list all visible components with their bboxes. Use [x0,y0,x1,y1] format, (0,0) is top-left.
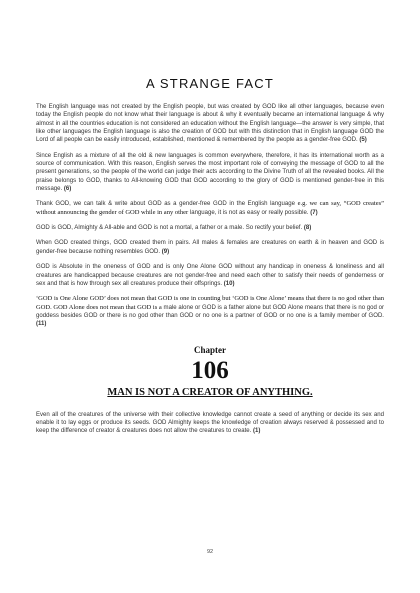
paragraph-6 [36,263,384,288]
reference-10: (10) [223,280,235,287]
chapter-heading [36,387,384,398]
paragraph-3-text-b: language, it is not as easy or really possible. [188,209,311,216]
paragraph-7-text: male alone or GOD is a father alone but GOD Alone means that there is no god or goddess besides GOD or there is no god other than GOD or no one is a partner of GOD or no one is a family member of GOD. [36,304,385,319]
paragraph-5 [36,239,384,256]
closing-paragraph [36,411,384,436]
paragraph-3-serif-text: e.g. we can say, “GOD creates” without announcing the gender of GOD while in any other [36,200,384,216]
reference-6: (6) [63,186,72,193]
paragraph-1 [36,103,384,145]
page-number: 92 [206,549,214,555]
reference-11: (11) [36,321,47,328]
chapter-number: 106 [191,356,229,384]
paragraph-3-text-a: Thank GOD, we can talk & write about GOD as a gender-free GOD in the English language [36,201,298,208]
page-title: A STRANGE FACT [145,76,275,91]
paragraph-6-text: GOD is Absolute in the oneness of GOD and is only One Alone GOD without any handicap in oneness & loneliness and all creatures are handicapped because creatures are not gender-free and need each other to satisfy their needs of genderness or sex and that is how through sex all creatures produce their offsprings. [36,264,384,287]
paragraph-3 [36,200,384,217]
body-text [36,103,384,329]
closing-paragraph-text: Even all of the creatures of the universe with their collective knowledge cannot create a seed of anything or decide its sex and enable it to lay eggs or produce its seeds. GOD Almighty keeps the knowledge of creation always reserved & possessed and to keep the difference of creator & creatures does not allow the creatures to create. [36,411,384,435]
paragraph-7-serif-text: ‘GOD is One Alone GOD’ does not mean that GOD is one in counting but ‘GOD is One Alone’ means that there is no god other than GOD. GOD Alone does not mean that GOD is a [36,295,384,311]
paragraph-7 [36,295,384,328]
paragraph-5-text: When GOD created things, GOD created them in pairs. All males & females are creatures on earth & in heaven and GOD is gender-free because nothing resembles GOD. [36,240,384,255]
chapter-title: MAN IS NOT A CREATOR OF ANYTHING. [107,386,313,398]
paragraph-2-text: Since English as a mixture of all the old & new languages is common everywhere, therefore, it has its international worth as a source of communication. With this reason, English serves the most important role of conveying the message of GOD to all the present generations, so the people of the world can judge their acts according to the Divine Truth of all the revealed books. All the praise belongs to GOD, thanks to All-knowing GOD that GOD according to the glory of GOD is mentioned gender-free in this message. [36,152,384,193]
paragraph-4 [36,224,384,232]
reference-7: (7) [310,209,318,216]
reference-8: (8) [303,225,312,232]
reference-9: (9) [161,248,170,255]
chapter-label: Chapter [194,344,226,355]
paragraph-1-text: The English language was not created by the English people, but was created by GOD like all other languages, because even today the English people do not know what their language is about & why it eventually became an international language & why almost in all the countries education is not considered an education without the English language—the answer is very simple, that like other languages the English language is also the creation of GOD but with this distinction that in English language GOD the Lord of all people can be easily introduced, established, mentioned & remembered by the people as a gender-free GOD. [36,104,384,144]
reference-5: (5) [359,137,367,144]
paragraph-2 [36,152,384,194]
reference-1: (1) [253,428,261,435]
paragraph-4-text: GOD is GOD, Almighty & All-able and GOD is not a mortal, a father or a male. So rectify your belief. [36,225,304,232]
